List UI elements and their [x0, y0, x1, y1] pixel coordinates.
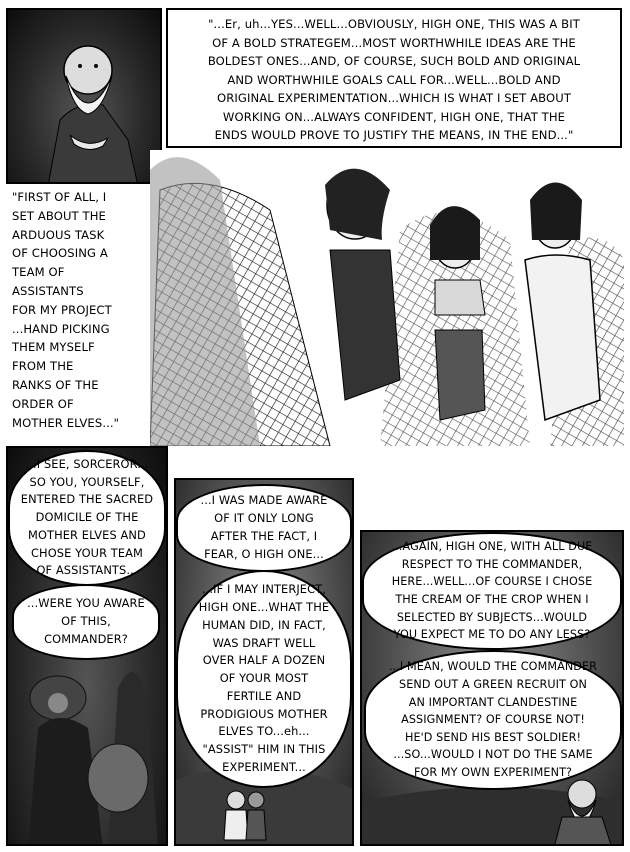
balloon-line: ...I MEAN, WOULD THE COMMANDER: [388, 660, 598, 674]
balloon-line: SEND OUT A GREEN RECRUIT ON: [399, 678, 587, 692]
caption-top-text: [176, 15, 612, 145]
caption-line: THEM MYSELF: [12, 340, 95, 355]
caption-left: [6, 186, 150, 430]
balloon-line: ...I WAS MADE AWARE: [200, 493, 328, 508]
caption-line: OF CHOOSING A: [12, 246, 108, 261]
balloon-text: [389, 658, 597, 781]
balloon-line: RESPECT TO THE COMMANDER,: [401, 557, 583, 571]
caption-line: ORIGINAL EXPERIMENTATION...WHICH IS WHAT I SET ABOUT: [216, 91, 572, 105]
balloon-line: ASSIGNMENT? OF COURSE NOT!: [401, 713, 585, 727]
speech-balloon-commander-1: [176, 484, 352, 572]
caption-line: BOLDEST ONES...AND, OF COURSE, SUCH BOLD AND ORIGINAL: [207, 54, 581, 68]
balloon-line: HE'D SEND HIS BEST SOLDIER!: [404, 730, 582, 744]
balloon-line: SELECTED BY SUBJECTS...WOULD: [396, 610, 588, 624]
balloon-line: CHOSE YOUR TEAM: [31, 545, 143, 560]
balloon-line: AN IMPORTANT CLANDESTINE: [408, 695, 578, 709]
wizard-figure-art: [8, 10, 162, 184]
speech-balloon-commander-question: [12, 584, 160, 660]
panel-elves-art: [150, 150, 624, 446]
caption-line: FROM THE: [12, 359, 74, 374]
balloon-line: ELVES TO...eh...: [218, 724, 310, 739]
balloon-line: OVER HALF A DOZEN: [202, 653, 326, 668]
balloon-line: MOTHER ELVES AND: [28, 527, 146, 542]
speech-balloon-sorceror-1: [8, 450, 166, 586]
balloon-line: ...SO...WOULD I NOT DO THE SAME: [393, 748, 593, 762]
caption-line: WORKING ON...ALWAYS CONFIDENT, HIGH ONE, THAT THE: [222, 109, 566, 124]
balloon-line: ...I SEE, SORCEROR...: [25, 456, 149, 471]
speech-balloon-commander-2: [176, 570, 352, 788]
caption-line: FOR MY PROJECT: [12, 302, 112, 317]
balloon-line: ...AGAIN, HIGH ONE, WITH ALL DUE: [391, 540, 593, 554]
balloon-line: AFTER THE FACT, I: [210, 529, 318, 543]
balloon-line: WAS DRAFT WELL: [212, 635, 316, 650]
balloon-line: SO YOU, YOURSELF,: [29, 474, 145, 489]
caption-line: OF A BOLD STRATEGEM...MOST WORTHWHILE IDEAS ARE THE: [212, 35, 576, 50]
balloon-line: ENTERED THE SACRED: [20, 492, 154, 507]
caption-line: ENDS WOULD PROVE TO JUSTIFY THE MEANS, IN THE END...": [214, 128, 574, 142]
caption-left-text: [12, 188, 144, 432]
balloon-line: OF THIS,: [61, 614, 111, 629]
balloon-line: COMMANDER?: [44, 631, 128, 646]
balloon-text: [199, 581, 329, 777]
caption-line: MOTHER ELVES...": [12, 415, 120, 430]
balloon-line: OF IT ONLY LONG: [214, 511, 314, 526]
speech-balloon-sorceror-2: [362, 532, 622, 650]
balloon-line: OF YOUR MOST: [219, 671, 309, 686]
balloon-text: [27, 595, 145, 648]
elves-and-wizard-art: [150, 150, 624, 446]
balloon-text: [201, 492, 328, 563]
balloon-line: "ASSIST" HIM IN THIS: [202, 742, 326, 757]
caption-line: ...HAND PICKING: [12, 321, 110, 336]
balloon-line: YOU EXPECT ME TO DO ANY LESS?: [393, 628, 591, 642]
balloon-line: FERTILE AND: [226, 688, 302, 703]
balloon-text: [392, 538, 593, 644]
balloon-line: FOR MY OWN EXPERIMENT?: [413, 765, 573, 779]
balloon-line: PRODIGIOUS MOTHER: [200, 706, 328, 721]
caption-line: AND WORTHWHILE GOALS CALL FOR...WELL...BOLD AND: [227, 72, 561, 87]
balloon-line: HUMAN DID, IN FACT,: [202, 617, 326, 632]
balloon-line: OF ASSISTANTS...: [36, 563, 138, 578]
caption-line: ARDUOUS TASK: [12, 227, 105, 242]
caption-line: ASSISTANTS: [12, 283, 84, 298]
caption-line: "FIRST OF ALL, I: [12, 190, 107, 204]
balloon-line: FEAR, O HIGH ONE...: [204, 546, 324, 561]
balloon-line: HIGH ONE...WHAT THE: [198, 599, 330, 614]
caption-line: ORDER OF: [12, 396, 74, 411]
balloon-line: ...WERE YOU AWARE: [27, 596, 145, 611]
caption-top: [166, 8, 622, 148]
speech-balloon-sorceror-3: [364, 650, 622, 790]
balloon-line: ...IF I MAY INTERJECT,: [202, 582, 326, 597]
panel-wizard-portrait: [6, 8, 162, 184]
caption-line: "...Er, uh...YES...WELL...OBVIOUSLY, HIGH ONE, THIS WAS A BIT: [208, 17, 580, 31]
balloon-line: DOMICILE OF THE: [35, 510, 139, 525]
balloon-line: EXPERIMENT...: [222, 760, 306, 775]
caption-line: TEAM OF: [12, 265, 65, 280]
caption-line: RANKS OF THE: [12, 377, 99, 392]
balloon-text: [21, 456, 153, 581]
caption-line: SET ABOUT THE: [12, 208, 106, 223]
balloon-line: THE CREAM OF THE CROP WHEN I: [395, 593, 589, 606]
balloon-line: HERE...WELL...OF COURSE I CHOSE: [391, 575, 593, 589]
